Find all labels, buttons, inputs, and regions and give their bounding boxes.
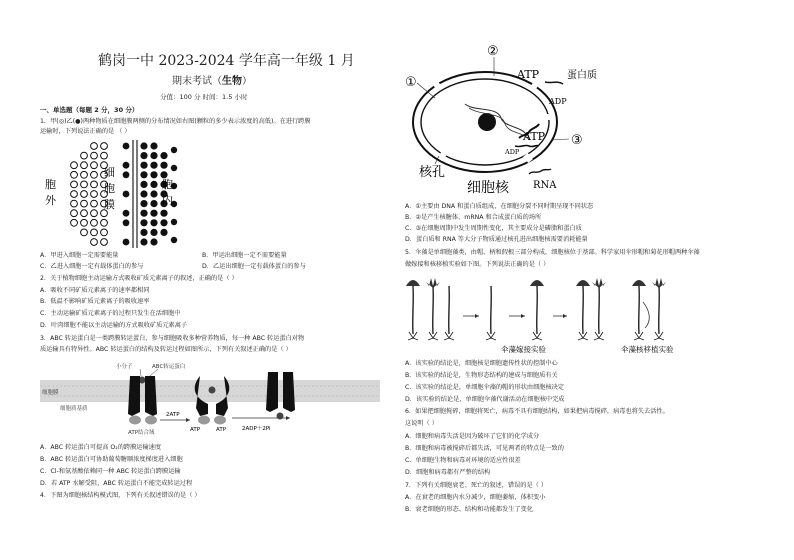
outside-char-1: 胞 <box>45 178 56 191</box>
q2-option-a: A．吸收不同矿质元素离子的速率都相同 <box>40 287 150 294</box>
substance-b-dot <box>140 190 147 197</box>
nuclear-pore-label: 核孔 <box>419 165 446 180</box>
substance-a-dot <box>101 229 108 236</box>
q5-option-c: C．该实验的结论是，单细胞伞藻的帽的形状由细胞核决定 <box>405 384 565 391</box>
substance-a-dot <box>101 239 108 246</box>
acetabularia-cell <box>592 278 606 340</box>
substance-b-dot <box>160 152 167 159</box>
q3-option-b: B．ABC 转运蛋白可协助葡萄糖顺浓度梯度进入细胞 <box>40 456 183 463</box>
q6-option-c: C．单细胞生物和病毒对环境的适应性很差 <box>405 457 521 464</box>
substance-a-dot <box>71 171 78 178</box>
substance-a-dot <box>91 200 98 207</box>
substance-b-dot <box>150 171 157 178</box>
substance-b-dot <box>171 219 177 225</box>
exam-subtitle <box>172 72 252 87</box>
substance-a-dot <box>101 143 108 150</box>
substance-b-dot <box>160 219 167 226</box>
substance-b-dot <box>160 210 167 217</box>
label-3: ③ <box>571 133 583 148</box>
substance-a-dot <box>71 210 78 217</box>
q5-stem-line1: 5．伞藻是单细胞藻类，由帽、柄和假根三部分构成，细胞核位于基部。科学家用伞形帽和菊花形帽两种伞藻 <box>405 249 700 256</box>
substance-b-dot <box>140 229 147 236</box>
substance-b-dot <box>123 143 130 150</box>
small-molecule-label: 小分子 <box>116 364 133 370</box>
q5-stem-line2: 做嫁接和核移植实验如下图。下列说法正确的是（ ） <box>405 261 550 268</box>
substance-b-dot <box>160 162 167 169</box>
substance-a-dot <box>91 162 98 169</box>
acetabularia-cell <box>530 280 544 340</box>
nuclear-transfer-caption: 伞藻核移植实验 <box>621 345 674 354</box>
q6-stem-line2: 这说明（ ） <box>405 420 438 427</box>
substance-a-dot <box>91 181 98 188</box>
subtitle-prefix: 期末考试（ <box>172 76 222 87</box>
algae-drawings <box>406 278 666 340</box>
substance-b-dot <box>171 147 177 153</box>
q6-option-d: D．细胞和病毒都有严整的结构 <box>405 469 491 476</box>
rna-label: RNA <box>533 180 557 191</box>
substance-a-dot <box>81 229 88 236</box>
substance-a-dot <box>81 171 88 178</box>
substance-a-dot <box>91 143 98 150</box>
subtitle-subject: 生物 <box>222 76 242 87</box>
adp-top-label: ADP <box>549 97 567 106</box>
substance-b-dot <box>140 219 147 226</box>
substance-b-dot <box>140 200 147 207</box>
label-1: ① <box>405 75 417 90</box>
substance-b-dot <box>150 152 157 159</box>
q1-option-a: A．甲进入细胞一定需要能量 <box>40 252 119 259</box>
substance-b-dot <box>150 190 157 197</box>
q3-stem-line2: 质运输具有特异性。ABC 转运蛋白的结构及转运过程如图所示，下列有关叙述正确的是（ ） <box>40 346 292 353</box>
substance-b-dot <box>123 191 130 198</box>
q4-option-b: B．②是产生核糖体、mRNA 和合成蛋白质的场所 <box>405 214 542 221</box>
membrane-char-1: 细 <box>104 166 115 179</box>
substance-a-dots <box>71 143 108 246</box>
q2-option-c: C．主动运输矿质元素离子的过程只发生在活细胞中 <box>40 310 181 317</box>
atp-label-3: ATP <box>216 427 227 433</box>
outside-char-2: 外 <box>45 194 56 207</box>
substance-a-dot <box>71 200 78 207</box>
atp-label-2: ATP <box>190 427 201 433</box>
substance-b-dot <box>150 219 157 226</box>
abc-protein-label: ABC转运蛋白 <box>152 364 186 370</box>
q1-stem-line2: 运输时，下列说法正确的是 （ ） <box>40 128 131 135</box>
acetabularia-cell <box>576 280 590 340</box>
q1-membrane-figure <box>40 138 190 250</box>
adp-mid-label: ADP <box>505 148 520 156</box>
substance-a-dot <box>81 200 88 207</box>
substance-a-dot <box>91 171 98 178</box>
q1-option-c: C．乙进入细胞一定有载体蛋白的参与 <box>40 263 144 270</box>
substance-b-dot <box>140 171 147 178</box>
q1-stem-line1: 1．甲(◎)乙(●)两种物质在细胞膜两侧的分布情况如右图(颗粒的多少表示浓度的高低)。在进行跨膜 <box>40 118 311 125</box>
substance-b-dot <box>150 181 157 188</box>
adp-products-label: 2ADP＋2Pi <box>242 426 271 432</box>
atp-top-label: ATP <box>517 68 540 81</box>
atp-label-1: 2ATP <box>166 412 180 418</box>
acetabularia-cell <box>632 280 646 340</box>
acetabularia-cell <box>406 280 420 340</box>
q3-option-a: A．ABC 转运蛋白可提高 O₂的跨膜运输速度 <box>40 444 162 451</box>
substance-b-dot <box>140 152 147 159</box>
substance-a-dot <box>81 181 88 188</box>
substance-a-dot <box>101 219 108 226</box>
nucleolus <box>478 113 496 131</box>
q6-option-a: A．细胞和病毒失活是因为破坏了它们的化学成分 <box>405 433 540 440</box>
q4-option-c: C．③在细胞周期中发生周期性变化，其主要成分是磷脂和蛋白质 <box>405 225 582 232</box>
substance-a-dot <box>81 191 88 198</box>
q2-stem: 2．关于植物细胞主动运输方式吸收矿质元素离子的叙述，正确的是（ ） <box>40 275 238 282</box>
q1-outside-label <box>45 178 57 207</box>
membrane-label: 细胞膜 <box>42 390 59 396</box>
atp-site-label: ATP结合域 <box>128 430 155 436</box>
q5-option-d: D．该实验的结论是，单细胞伞藻代谢活动在细胞核中完成 <box>405 396 565 403</box>
substance-b-dot <box>123 239 130 246</box>
substance-b-dot <box>171 237 177 243</box>
acetabularia-cell <box>444 286 454 340</box>
substance-b-dot <box>150 210 157 217</box>
substance-b-dot <box>123 162 130 169</box>
substance-b-dot <box>150 238 157 245</box>
exam-title: 鹤岗一中 2023-2024 学年高一年级 1 月 <box>98 53 355 69</box>
nucleus-structure-figure <box>405 42 645 194</box>
substance-a-dot <box>91 229 98 236</box>
acetabularia-cell <box>486 286 496 340</box>
substance-a-dot <box>101 152 108 159</box>
substance-b-dot <box>140 181 147 188</box>
q4-option-d: D．蛋白质和 RNA 等大分子物质通过核孔进出细胞核需要消耗能量 <box>405 236 588 243</box>
substance-a-dot <box>81 219 88 226</box>
substance-b-dot <box>150 142 157 149</box>
substance-b-dot <box>140 162 147 169</box>
subtitle-suffix: ） <box>242 76 252 87</box>
q6-option-b: B．细胞和病毒被搅碎后都失活，可见两者的特点是一致的 <box>405 445 564 452</box>
substance-a-dot <box>71 219 78 226</box>
membrane-char-3: 膜 <box>104 198 115 211</box>
q1-option-d: D．乙运出细胞一定有载体蛋白的参与 <box>202 263 306 270</box>
section-heading: 一、单选题（每题 2 分，30 分） <box>40 106 139 114</box>
chromatin <box>465 104 527 136</box>
substance-b-dot <box>140 238 147 245</box>
q2-option-d: D．叶肉细胞不能以主动运输的方式吸收矿质元素离子 <box>40 322 188 329</box>
substance-b-dot <box>171 165 177 171</box>
substance-b-dot <box>150 229 157 236</box>
q4-option-a: A．①主要由 DNA 和蛋白质组成，在细胞分裂不同时期呈现不同状态 <box>405 203 594 210</box>
substance-a-dot <box>91 191 98 198</box>
q3-option-c: C．Cl-和氨基酸依赖同一种 ABC 转运蛋白跨膜运输 <box>40 468 181 475</box>
substance-b-dot <box>150 200 157 207</box>
substance-a-dot <box>81 210 88 217</box>
q7-stem: 7．下列有关细胞衰老、死亡的叙述，错误的是（ ） <box>405 482 548 489</box>
abc-transporter-figure <box>40 358 380 438</box>
q3-stem-line1: 3．ABC 转运蛋白是一类跨膜转运蛋白，参与细胞吸收多种营养物质，每一种 ABC 转运蛋白对物 <box>40 335 305 342</box>
substance-a-dot <box>81 152 88 159</box>
substance-a-dot <box>91 152 98 159</box>
q7-option-a: A．在衰老的细胞内水分减少，细胞萎缩，体积变小 <box>405 494 546 501</box>
label-2: ② <box>487 44 499 59</box>
substance-a-dot <box>71 191 78 198</box>
membrane-char-2: 胞 <box>104 182 115 195</box>
atp-mid-label: ATP <box>523 130 546 143</box>
q5-option-b: B．该实验的结论是，生物形态结构的建成与细胞质有关 <box>405 372 558 379</box>
substance-b-dot <box>140 210 147 217</box>
substance-b-dot <box>140 142 147 149</box>
q2-option-b: B．低温不影响矿质元素离子的吸收速率 <box>40 298 150 305</box>
substance-b-dot <box>123 210 130 217</box>
substance-b-dot <box>123 171 130 178</box>
substance-a-dot <box>91 219 98 226</box>
q5-option-a: A．该实验的结论是，细胞核是细胞遗传性状的控制中心 <box>405 360 558 367</box>
matrix-label: 细胞质基质 <box>60 406 88 412</box>
inside-char-2: 内 <box>162 194 173 207</box>
q1-option-b: B．甲运出细胞一定不需要能量 <box>202 252 287 259</box>
substance-a-dot <box>91 210 98 217</box>
protein-label: 蛋白质 <box>567 70 597 81</box>
acetabularia-cell <box>652 278 666 340</box>
q7-option-b: B．衰老细胞的形态、结构和功能都发生了变化 <box>405 506 533 513</box>
q4-stem: 4．下图为细胞核结构模式图，下列有关叙述错误的是（ ） <box>40 492 201 499</box>
substance-a-dot <box>71 181 78 188</box>
nucleus-label: 细胞核 <box>467 180 509 194</box>
q3-option-d: D．若 ATP 水解受阻，ABC 转运蛋白不能完成转运过程 <box>40 480 193 487</box>
substance-b-dot <box>123 219 130 226</box>
grafting-caption: 伞藻嫁接实验 <box>501 345 546 354</box>
acetabularia-figure <box>405 272 685 354</box>
substance-a-dot <box>71 162 78 169</box>
exam-meta: 分值：100 分 时间：1.5 小时 <box>160 93 248 101</box>
q6-stem-line1: 6．如果把细胞搅碎，细胞将死亡，病毒不具有细胞结构，如果把病毒搅碎，病毒也将失去活性。 <box>405 408 669 415</box>
substance-a-dot <box>81 162 88 169</box>
substance-a-dot <box>91 239 98 246</box>
inside-char-1: 胞 <box>162 178 173 191</box>
substance-b-dot <box>150 162 157 169</box>
acetabularia-cell <box>426 278 440 340</box>
substance-b-dot <box>160 229 167 236</box>
